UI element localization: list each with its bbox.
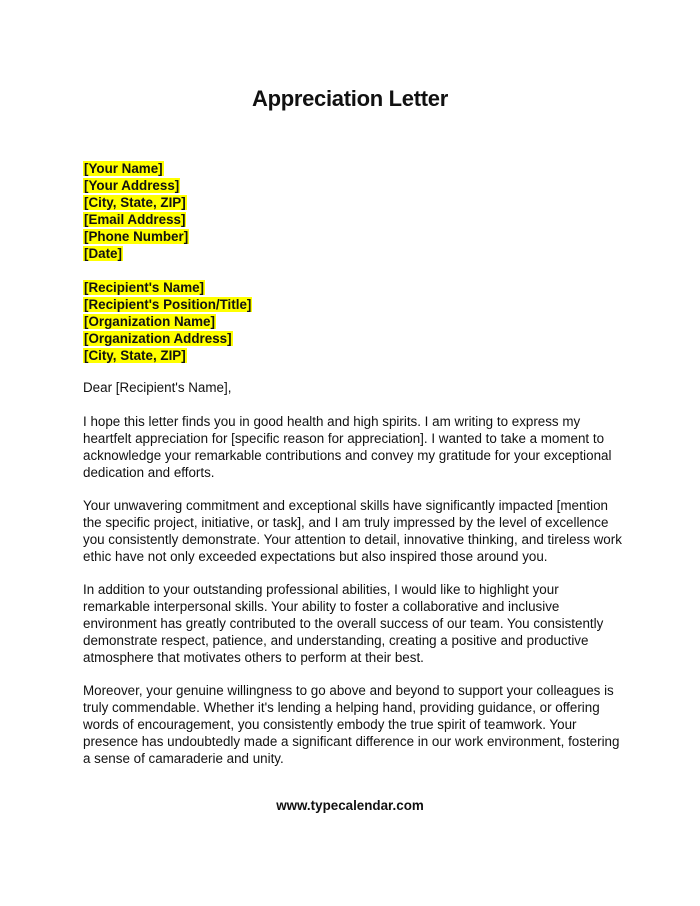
sender-date-line: [Date]: [84, 246, 122, 261]
recipient-name-line: [Recipient's Name]: [84, 280, 205, 295]
sender-phone-line: [Phone Number]: [84, 229, 189, 244]
sender-address-line: [Your Address]: [84, 178, 180, 193]
salutation: Dear [Recipient's Name],: [83, 380, 232, 395]
recipient-org-address-line: [Organization Address]: [84, 331, 232, 346]
recipient-title-line: [Recipient's Position/Title]: [84, 297, 252, 312]
recipient-city-line: [City, State, ZIP]: [84, 348, 186, 363]
body-paragraph: I hope this letter finds you in good health and high spirits. I am writing to express my heartfelt appreciation for [specific reason for appreciation]. I wanted to take a moment to acknowledge your remarkable contributions and convey my gratitude for your exceptional dedication and efforts.: [83, 414, 612, 480]
letter-title: Appreciation Letter: [252, 86, 448, 111]
body-paragraph: In addition to your outstanding professional abilities, I would like to highlight your remarkable interpersonal skills. Your ability to foster a collaborative and inclusive environment has greatly contributed to the overall success of our team. You consistently demonstrate respect, patience, and understanding, creating a positive and productive atmosphere that motivates others to perform at their best.: [83, 582, 604, 665]
sender-name-line: [Your Name]: [84, 161, 163, 176]
body-paragraph: Moreover, your genuine willingness to go above and beyond to support your colleagues is truly commendable. Whether it's lending a helping hand, providing guidance, or offering words of encouragement, you consistently embody the true spirit of teamwork. Your presence has undoubtedly made a significant difference in our work environment, fostering a sense of camaraderie and unity.: [83, 683, 620, 766]
sender-email-line: [Email Address]: [84, 212, 186, 227]
footer-website: www.typecalendar.com: [276, 798, 424, 813]
sender-city-line: [City, State, ZIP]: [84, 195, 186, 210]
sender-address-block: [83, 160, 623, 262]
recipient-address-block: [83, 279, 623, 364]
recipient-organization-line: [Organization Name]: [84, 314, 215, 329]
body-paragraph: Your unwavering commitment and exceptional skills have significantly impacted [mention the specific project, initiative, or task], and I am truly impressed by the level of excellence you consistently demonstrate. Your attention to detail, innovative thinking, and tireless work ethic have not only exceeded expectations but also inspired those around you.: [83, 498, 622, 564]
